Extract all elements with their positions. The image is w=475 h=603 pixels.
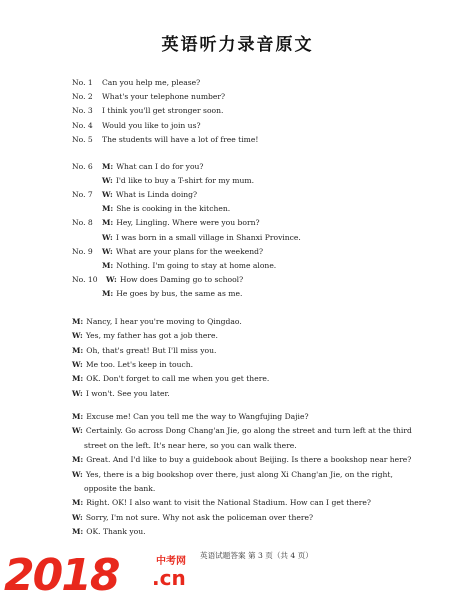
item-number: No. 2 — [72, 92, 93, 102]
dialogue-line — [72, 470, 393, 480]
speaker-label: W: — [102, 232, 113, 242]
site-logo — [4, 548, 204, 601]
line-text: Excuse me! Can you tell me the way to Wangfujing Dajie? — [86, 412, 309, 421]
line-text: Yes, there is a big bookshop over there, just along Xi Chang'an Jie, on the right, — [85, 469, 393, 479]
line-text: I'd like to buy a T-shirt for my mum. — [115, 176, 254, 186]
speaker-label: M: — [72, 455, 84, 465]
page-title: 英语听力录音原文 — [161, 35, 314, 55]
line-text: OK. Thank you. — [86, 527, 146, 537]
line-text: street on the left. It's near here, so you can walk there. — [84, 440, 297, 450]
speaker-label: W: — [102, 190, 113, 200]
sentence-line — [72, 106, 223, 116]
item-number: No. 7 — [72, 190, 93, 200]
speaker-label: M: — [72, 317, 84, 326]
logo-site-name: 中考网 — [156, 556, 186, 567]
item-number: No. 6 — [72, 162, 93, 171]
item-number: No. 5 — [72, 134, 93, 144]
line-text: What is Linda doing? — [115, 190, 198, 200]
dialogue-line — [72, 412, 309, 422]
dialogue-line — [72, 331, 218, 341]
dialogue-line — [72, 374, 269, 384]
line-text: I was born in a small village in Shanxi Province. — [115, 232, 301, 242]
speaker-label: W: — [102, 176, 113, 186]
logo-domain: .cn — [152, 566, 186, 590]
item-text: The students will have a lot of free time! — [102, 134, 259, 144]
line-text: Great. And I'd like to buy a guidebook about Beijing. Is there a bookshop near here? — [86, 455, 412, 465]
dialogue-line — [72, 218, 260, 228]
page-footer: 英语试题答案 第 3 页（共 4 页） — [200, 551, 313, 560]
dialogue-line — [72, 455, 411, 465]
speaker-label: W: — [72, 388, 83, 398]
speaker-label: M: — [102, 288, 114, 298]
speaker-label: M: — [102, 260, 114, 270]
item-text: I think you'll get stronger soon. — [102, 106, 224, 116]
item-number: No. 1 — [72, 78, 93, 87]
speaker-label: M: — [102, 162, 114, 171]
line-text: What can I do for you? — [116, 162, 204, 171]
line-text: opposite the bank. — [84, 484, 156, 493]
speaker-label: M: — [72, 527, 84, 537]
item-number: No. 3 — [72, 106, 93, 116]
speaker-label: W: — [72, 331, 83, 341]
item-text: Can you help me, please? — [102, 78, 201, 87]
line-text: Right. OK! I also want to visit the National Stadium. How can I get there? — [86, 498, 371, 508]
line-text: Oh, that's great! But I'll miss you. — [86, 345, 217, 355]
dialogue-line — [72, 289, 242, 299]
line-text: How does Daming go to school? — [119, 274, 244, 284]
dialogue-line — [72, 261, 276, 271]
sentence-line — [72, 92, 225, 102]
dialogue-line — [72, 233, 301, 243]
item-text: What's your telephone number? — [102, 92, 226, 102]
line-text: Nancy, I hear you're moving to Qingdao. — [86, 317, 242, 326]
line-text: What are your plans for the weekend? — [115, 246, 264, 256]
speaker-label: M: — [72, 345, 84, 355]
item-text: Would you like to join us? — [102, 120, 201, 130]
line-text: Me too. Let's keep in touch. — [85, 359, 194, 369]
dialogue-line — [72, 527, 146, 537]
sentence-line — [72, 78, 200, 88]
line-text: Hey, Lingling. Where were you born? — [116, 218, 260, 228]
speaker-label: W: — [102, 246, 113, 256]
item-number: No. 8 — [72, 218, 93, 228]
dialogue-line — [72, 389, 170, 399]
speaker-label: W: — [106, 274, 117, 284]
item-number: No. 4 — [72, 120, 93, 130]
item-number: No. 10 — [72, 274, 98, 284]
speaker-label: W: — [72, 469, 83, 479]
speaker-label: M: — [72, 498, 84, 508]
speaker-label: M: — [72, 374, 84, 384]
logo-number: 2018 — [4, 550, 119, 601]
line-text: Sorry, I'm not sure. Why not ask the policeman over there? — [85, 512, 314, 522]
speaker-label: W: — [72, 426, 83, 436]
speaker-label: M: — [102, 204, 114, 214]
line-text: Certainly. Go across Dong Chang'an Jie, go along the street and turn left at the third — [85, 426, 412, 436]
dialogue-line — [72, 247, 263, 257]
line-text: Yes, my father has got a job there. — [85, 331, 218, 341]
dialogue-line — [72, 346, 216, 356]
dialogue-line — [72, 176, 254, 186]
dialogue-line — [72, 498, 371, 508]
dialogue-line — [72, 317, 242, 327]
speaker-label: W: — [72, 512, 83, 522]
dialogue-line — [72, 204, 230, 214]
dialogue-line — [72, 426, 412, 436]
dialogue-line — [72, 513, 313, 523]
line-text: Nothing. I'm going to stay at home alone. — [116, 260, 277, 270]
dialogue-line — [72, 360, 193, 370]
line-text: He goes by bus, the same as me. — [116, 288, 243, 298]
speaker-label: M: — [72, 412, 84, 421]
dialogue-line — [84, 484, 155, 494]
item-number: No. 9 — [72, 246, 93, 256]
line-text: I won't. See you later. — [85, 388, 170, 398]
speaker-label: M: — [102, 218, 114, 228]
speaker-label: W: — [72, 359, 83, 369]
sentence-line — [72, 135, 258, 145]
sentence-line — [72, 121, 201, 131]
line-text: She is cooking in the kitchen. — [116, 204, 231, 214]
dialogue-line — [84, 441, 297, 451]
line-text: OK. Don't forget to call me when you get there. — [86, 374, 270, 384]
dialogue-line — [72, 275, 243, 285]
dialogue-line — [72, 190, 197, 200]
dialogue-line — [72, 162, 204, 172]
